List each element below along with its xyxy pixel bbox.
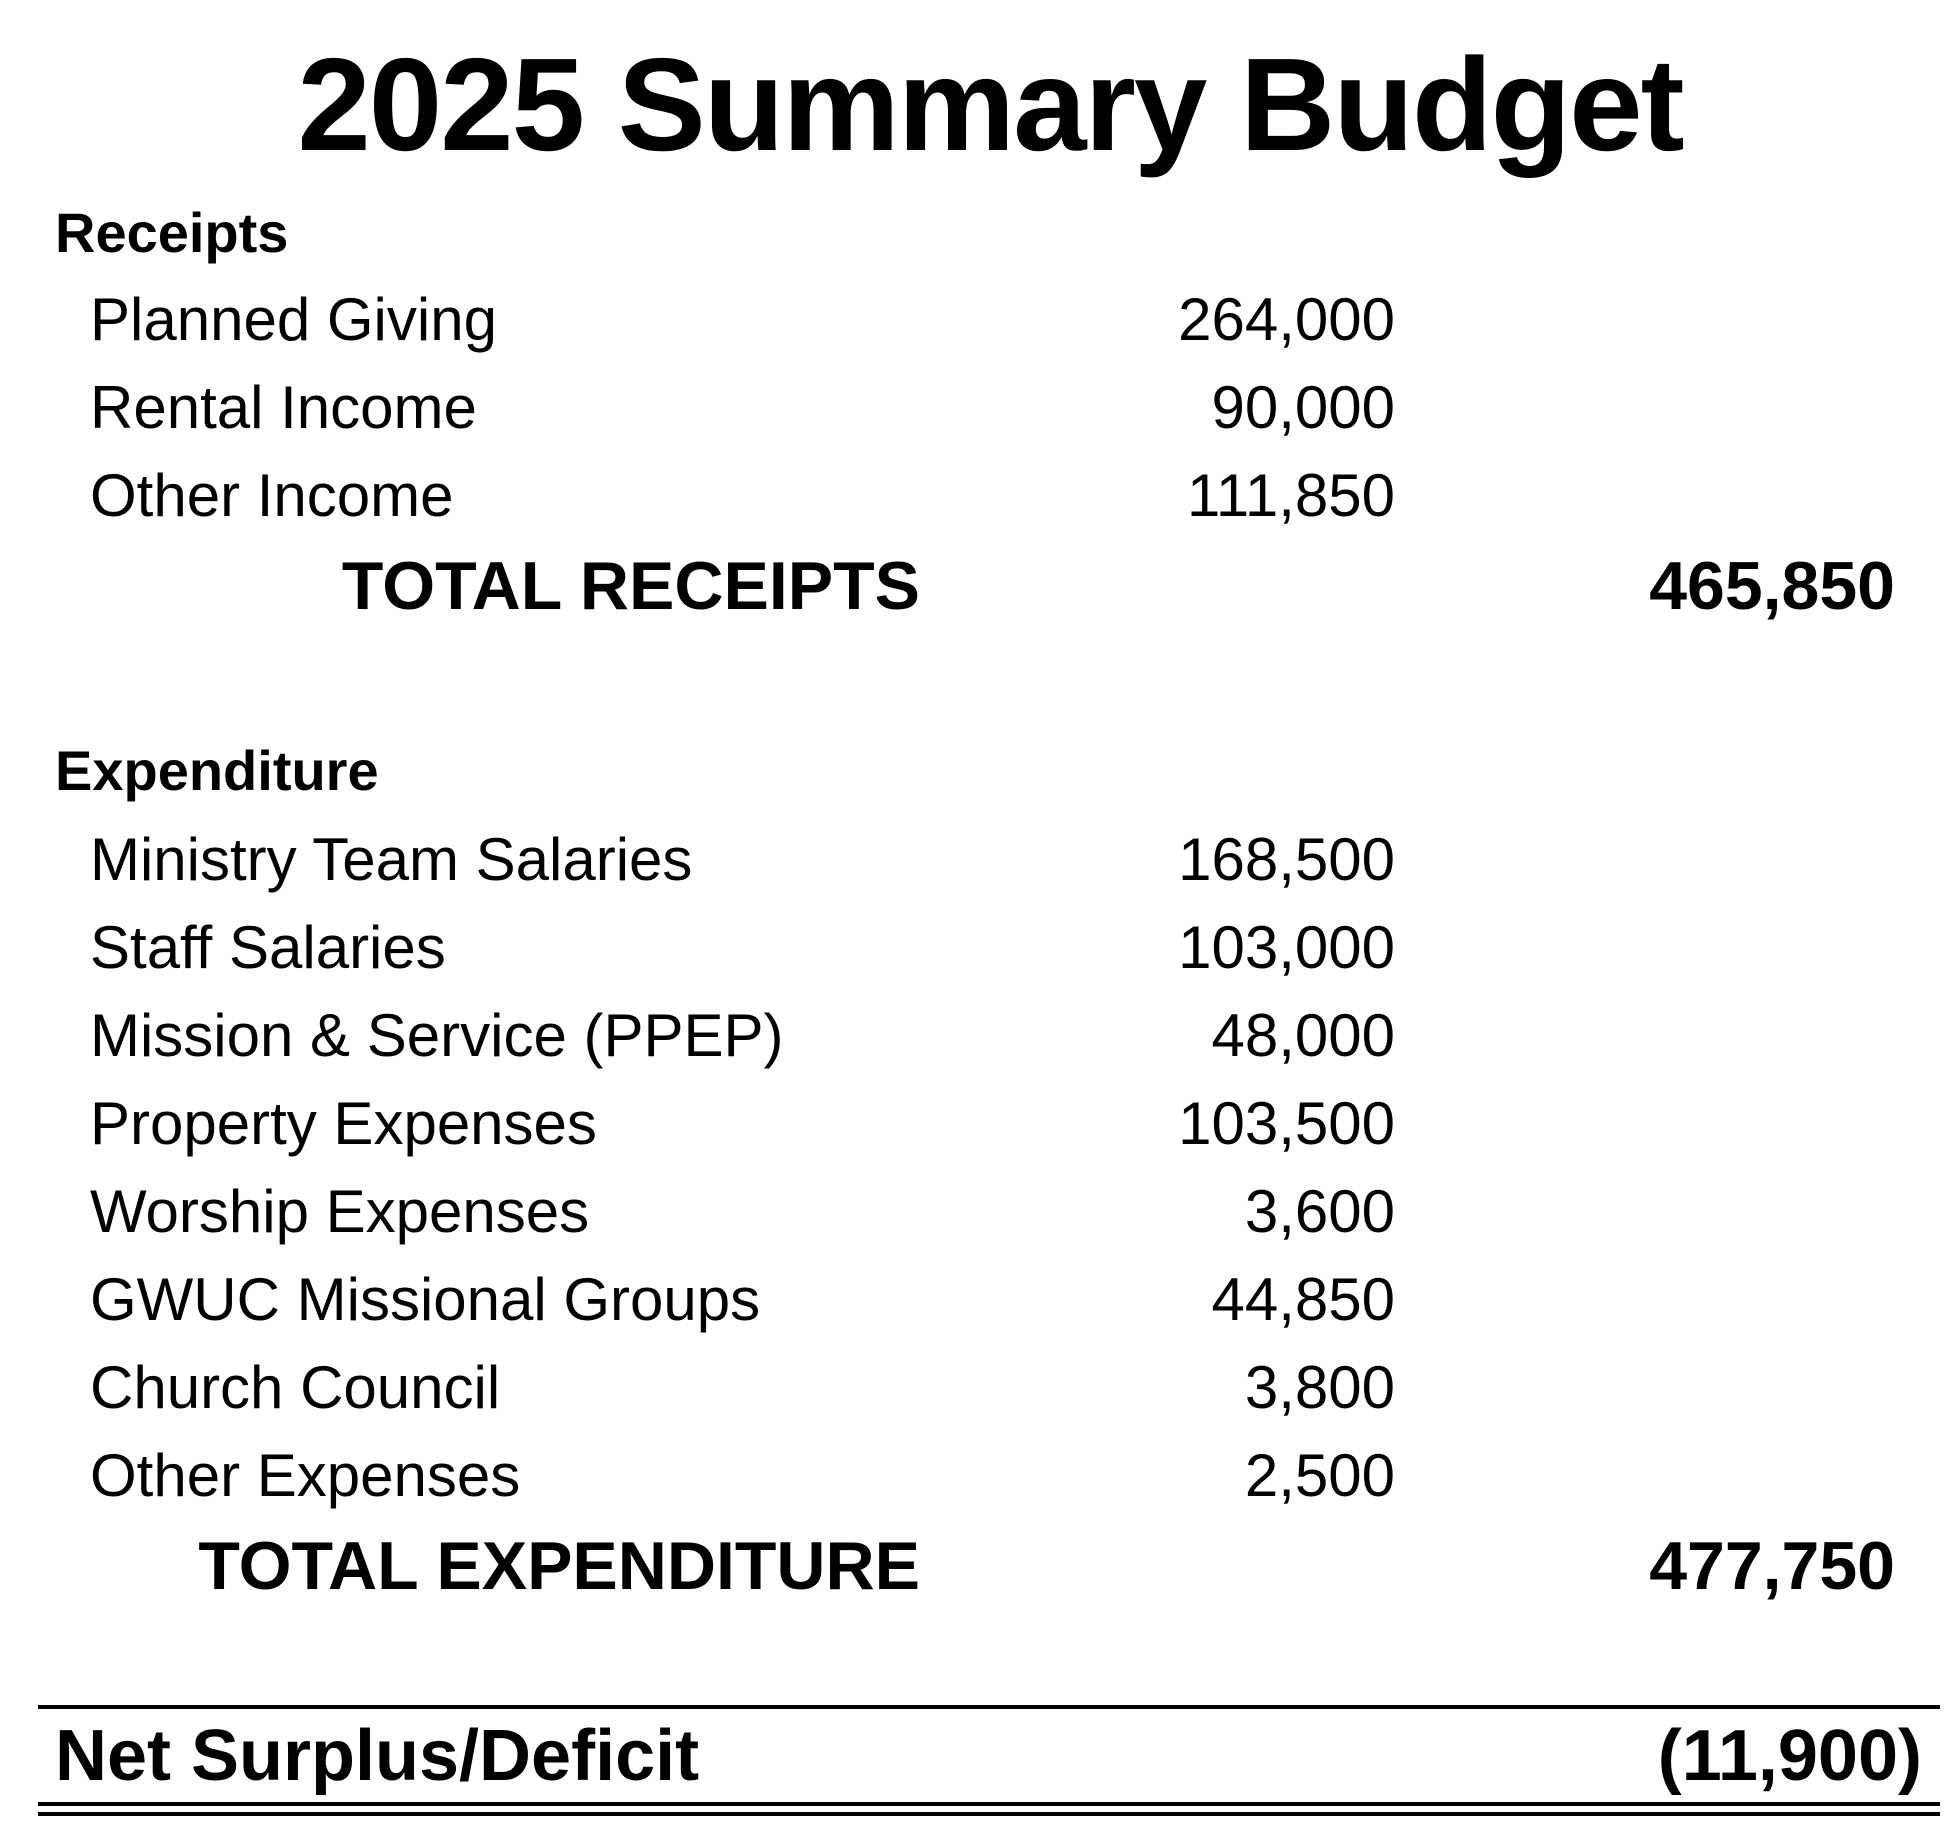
- total-expenditure-label: TOTAL EXPENDITURE: [198, 1528, 920, 1604]
- expenditure-row: [0, 1344, 1950, 1432]
- total-expenditure-amount: 477,750: [1649, 1528, 1895, 1604]
- expenditure-label: GWUC Missional Groups: [90, 1266, 761, 1333]
- expenditure-amount: 3,600: [1244, 1178, 1395, 1245]
- receipt-amount: 264,000: [1178, 286, 1395, 353]
- receipt-label: Other Income: [90, 462, 454, 529]
- expenditure-label: Worship Expenses: [90, 1178, 590, 1245]
- expenditure-amount: 2,500: [1244, 1442, 1395, 1509]
- expenditure-label: Property Expenses: [90, 1090, 597, 1157]
- expenditure-amount: 103,500: [1178, 1090, 1395, 1157]
- receipt-label: Rental Income: [90, 374, 477, 441]
- receipt-row: [0, 276, 1950, 364]
- receipt-amount: 111,850: [1187, 462, 1395, 529]
- expenditure-amount: 168,500: [1178, 826, 1395, 893]
- receipt-label: Planned Giving: [90, 286, 497, 353]
- expenditure-row: [0, 816, 1950, 904]
- expenditure-row: [0, 1256, 1950, 1344]
- expenditure-label: Church Council: [90, 1354, 501, 1421]
- receipt-row: [0, 364, 1950, 452]
- net-surplus-label: Net Surplus/Deficit: [55, 1716, 700, 1796]
- page-title: 2025 Summary Budget: [297, 31, 1683, 178]
- expenditure-amount: 103,000: [1178, 914, 1395, 981]
- expenditure-label: Mission & Service (PPEP): [90, 1002, 784, 1069]
- expenditure-row: [0, 1080, 1950, 1168]
- net-top-rule: [38, 1705, 1940, 1709]
- net-surplus-row: [0, 1712, 1950, 1800]
- expenditure-label: Ministry Team Salaries: [90, 826, 693, 893]
- total-receipts-amount: 465,850: [1649, 548, 1895, 624]
- total-receipts-label: TOTAL RECEIPTS: [341, 548, 920, 624]
- net-surplus-amount: (11,900): [1657, 1716, 1922, 1796]
- expenditure-label: Staff Salaries: [90, 914, 446, 981]
- expenditure-row: [0, 904, 1950, 992]
- expenditure-row: [0, 1168, 1950, 1256]
- expenditure-row: [0, 1432, 1950, 1520]
- total-receipts-row: [0, 540, 1950, 632]
- total-expenditure-row: [0, 1520, 1950, 1612]
- receipt-amount: 90,000: [1211, 374, 1395, 441]
- receipt-row: [0, 452, 1950, 540]
- net-double-underline: [38, 1802, 1940, 1816]
- expenditure-label: Other Expenses: [90, 1442, 521, 1509]
- expenditure-amount: 48,000: [1211, 1002, 1395, 1069]
- expenditure-row: [0, 992, 1950, 1080]
- expenditure-heading: Expenditure: [55, 739, 379, 802]
- expenditure-amount: 44,850: [1211, 1266, 1395, 1333]
- receipts-heading: Receipts: [55, 201, 289, 264]
- expenditure-amount: 3,800: [1244, 1354, 1395, 1421]
